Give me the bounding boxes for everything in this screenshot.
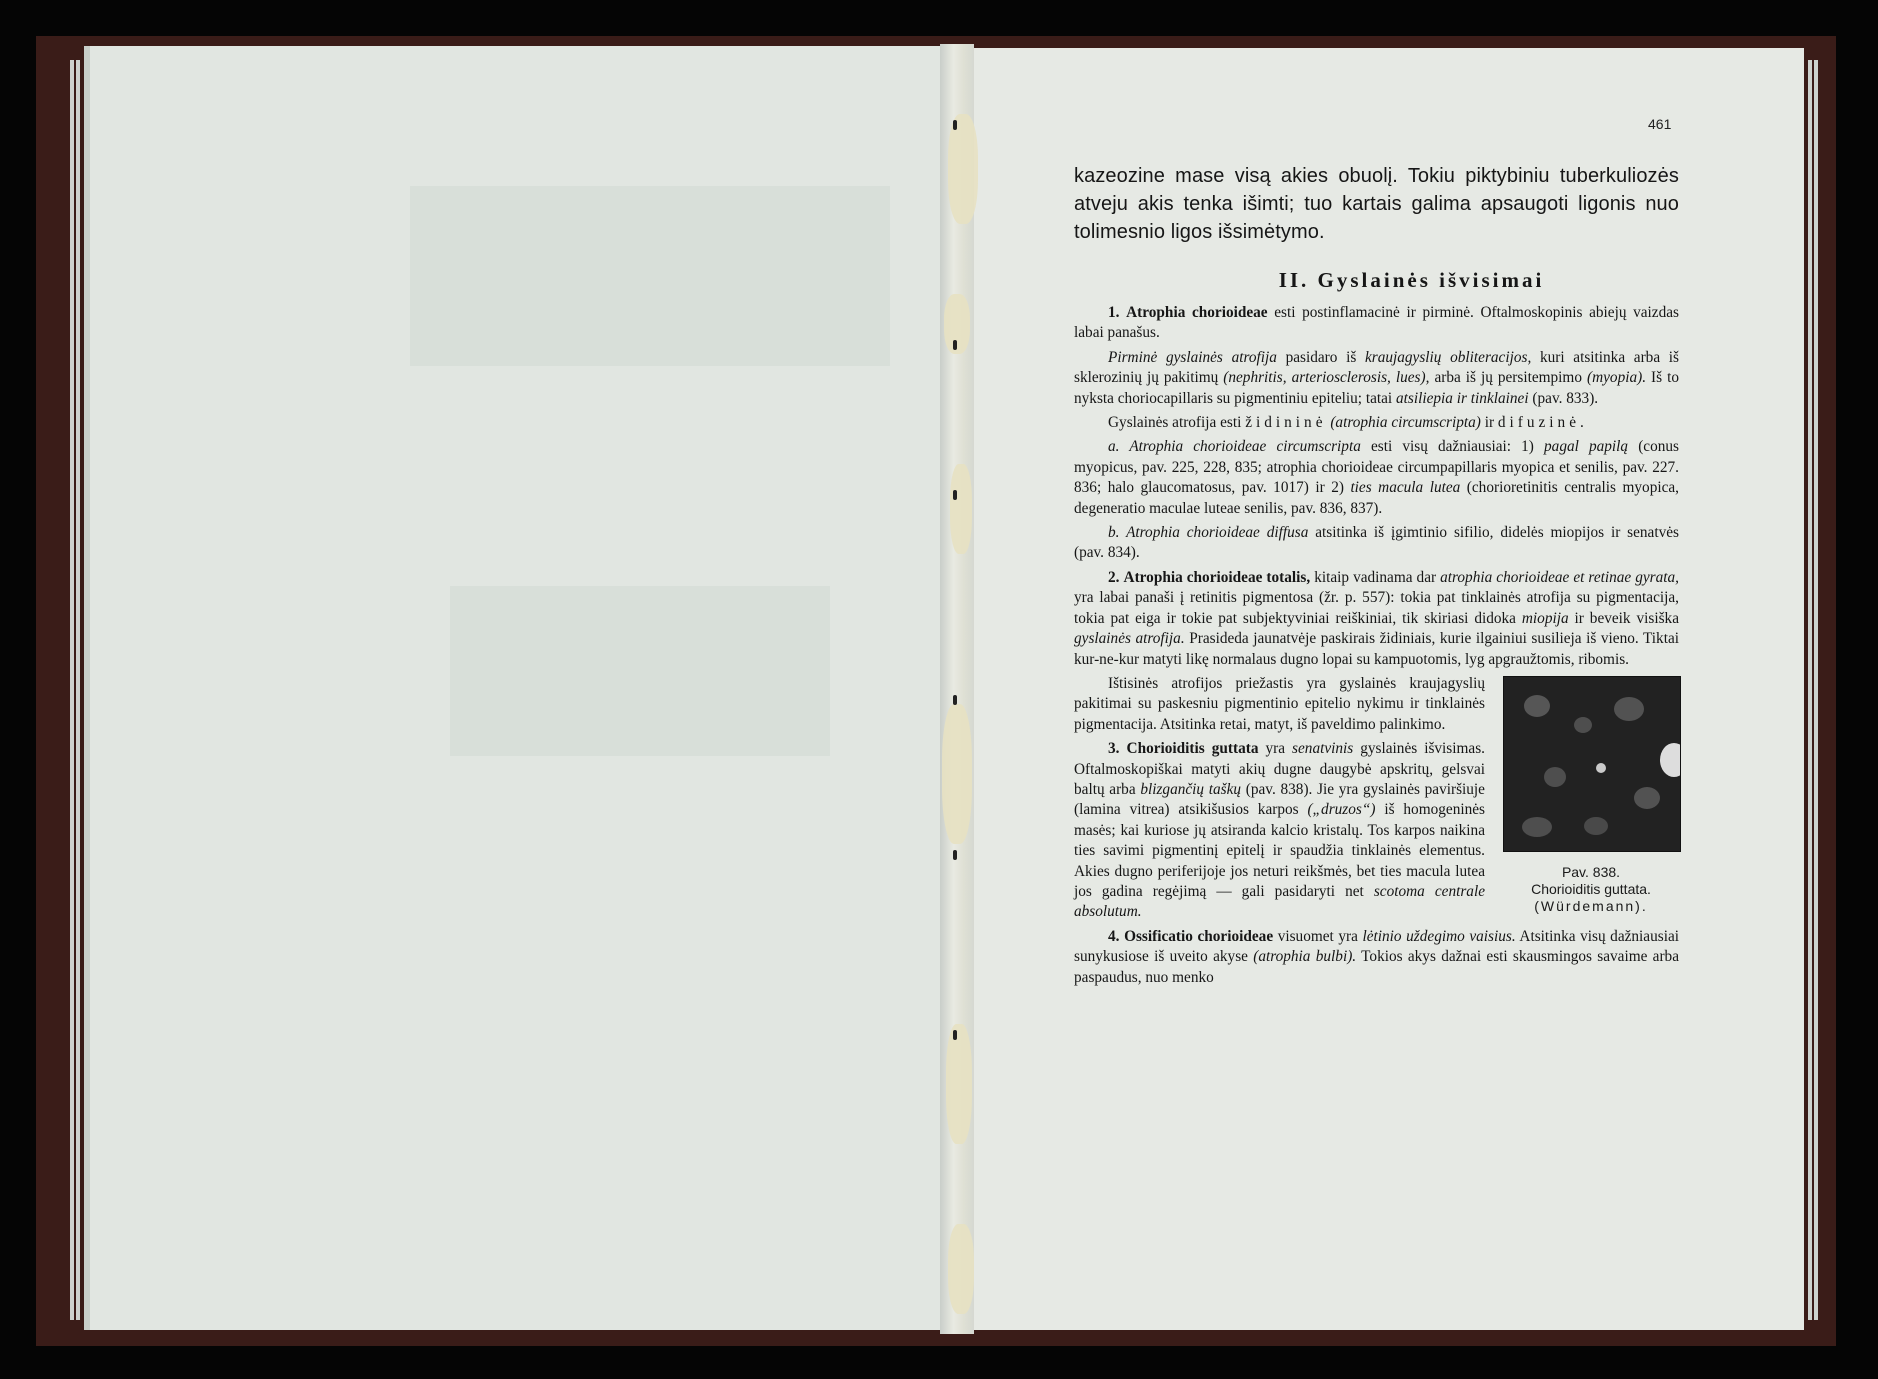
binding-stitch bbox=[953, 1030, 957, 1040]
page-edges bbox=[76, 60, 80, 1320]
paragraph-diffusa: b. Atrophia chorioideae diffusa atsitinka iš įgimtinio sifilio, didelės miopijos ir senatvės (pav. 834). bbox=[1074, 524, 1679, 562]
binding-stitch bbox=[953, 120, 957, 130]
figure-label: Pav. 838. bbox=[1561, 863, 1621, 880]
page-text bbox=[1074, 100, 1679, 992]
page-edges bbox=[70, 60, 74, 1320]
paragraph-totalis: 2. Atrophia chorioideae totalis, kitaip vadinama dar atrophia chorioideae et retinae gyrata, yra labai panaši į retinitis pigmentosa (žr. p. 557): tokia pat tinklainės atrofija su pigmentacija, tokia pat eiga ir tokie pat subjektyviniai reiškiniai, tik skiriasi didoka miopija ir beveik visiška gyslainės atrofija. Prasideda jaunatvėje paskirais židiniais, kurie ilgainiui susilieja iš vieno. Tiktai kur-ne-kur matyti likę normalaus dugno lopai su kampuotomis, lyg apgraužtomis, ribomis. bbox=[1074, 568, 1679, 668]
figure-838 bbox=[1503, 676, 1679, 915]
book-gutter bbox=[940, 44, 974, 1334]
binding-stitch bbox=[953, 340, 957, 350]
page-edges bbox=[1808, 60, 1812, 1320]
lead-paragraph: kazeozine mase visą akies obuolį. Tokiu piktybiniu tuberkuliozės atveju akis tenka išimti; tuo kartais galima apsaugoti ligonis nuo tolimesnio ligos išsimėtymo. bbox=[1074, 165, 1679, 243]
paragraph-atrophia: 1. Atrophia chorioideae esti postinflamacinė ir pirminė. Oftalmoskopinis abiejų vaizdas labai panašus. bbox=[1074, 304, 1679, 342]
fundus-photo bbox=[1503, 676, 1681, 852]
page-edges bbox=[1814, 60, 1818, 1320]
figure-author: (Würdemann). bbox=[1534, 897, 1648, 914]
paragraph-ossificatio: 4. Ossificatio chorioideae visuomet yra lėtinio uždegimo vaisius. Atsitinka visų dažniausiai sunykusiose iš uveito akyse (atrophia bulbi). Tokios akys dažnai esti skausmingos savaime arba paspaudus, nuo menko bbox=[1074, 927, 1679, 986]
binding-stitch bbox=[953, 490, 957, 500]
paragraph-guttata: 3. Chorioiditis guttata yra senatvinis gyslainės išvisimas. Oftalmoskopiškai matyti akių dugne daugybė apskritų, gelsvai baltų arba blizgančių taškų (pav. 838). Jie yra gyslainės paviršiuje (lamina vitrea) atsikišusios karpos („druzos“) iš homogeninės masės; kai kuriose jų atsiranda kalcio kristalų. Tos karpos naikina ties savimi pigmentinį epitelį ir spaudžia tinklainės elementus. Akies dugno periferijoje jos neturi reikšmės, bet ties macula lutea jos gadina regėjimą — gali pasidaryti net scotoma centrale absolutum. bbox=[1074, 740, 1485, 921]
wrapped-text-area bbox=[1074, 568, 1679, 923]
left-page-blank bbox=[84, 46, 952, 1330]
section-heading: II. Gyslainės išvisimai bbox=[1278, 268, 1545, 292]
binding-stitch bbox=[953, 850, 957, 860]
paragraph-atrophy-types: Gyslainės atrofija esti židininė (atrophia circumscripta) ir difuzinė. bbox=[1108, 414, 1584, 432]
paragraph-primary-atrophy: Pirminė gyslainės atrofija pasidaro iš kraujagyslių obliteracijos, kuri atsitinka arba iš sklerozinių jų pakitimų (nephritis, arteriosclerosis, lues), arba iš jų persitempimo (myopia). Iš to nyksta choriocapillaris su pigmentiniu epiteliu; tatai atsiliepia ir tinklainei (pav. 833). bbox=[1074, 348, 1679, 407]
page-number: 461 bbox=[1648, 116, 1672, 132]
binding-stitch bbox=[953, 695, 957, 705]
paragraph-total-cause: Ištisinės atrofijos priežastis yra gyslainės kraujagyslių pakitimai su paskesniu pigmentinio epitelio nykimu ir tinklainės pigmentacija. Atsitinka retai, matyt, iš paveldimo palinkimo. bbox=[1074, 674, 1485, 733]
paragraph-circumscripta: a. Atrophia chorioideae circumscripta esti visų dažniausiai: 1) pagal papilą (conus myopicus, pav. 225, 228, 835; atrophia chorioideae circumpapillaris myopica et senilis, pav. 227. 836; halo glaucomatosus, pav. 1017) ir 2) ties macula lutea (chorioretinitis centralis myopica, degeneratio maculae luteae senilis, pav. 836, 837). bbox=[1074, 438, 1679, 517]
figure-title: Chorioiditis guttata. bbox=[1531, 880, 1651, 897]
